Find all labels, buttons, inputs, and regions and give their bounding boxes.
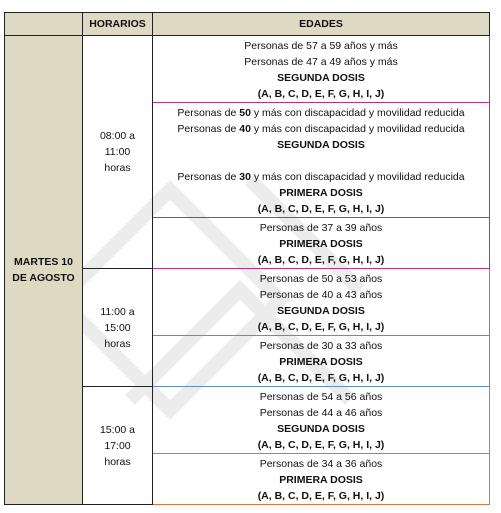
age-block [153, 387, 490, 454]
header-blank-cell [5, 13, 83, 36]
dose-label: PRIMERA DOSIS [279, 356, 363, 368]
age-line: Personas de 50 a 53 años [259, 273, 383, 285]
groups-label: (A, B, C, D, E, F, G, H, I, J) [257, 254, 385, 266]
age-line: Personas de 57 a 59 años y más [244, 40, 398, 52]
groups-label: (A, B, C, D, E, F, G, H, I, J) [257, 203, 385, 215]
age-block [153, 103, 490, 218]
age-line: Personas de 30 y más con discapacidad y movilidad reducida [177, 171, 465, 183]
time-3-line2: 17:00 [104, 439, 131, 452]
age-line: Personas de 44 a 46 años [259, 407, 383, 419]
header-edades: EDADES [153, 13, 490, 36]
time-cell-1 [83, 36, 153, 269]
time-3-line1: 15:00 a [99, 423, 136, 436]
time-2-line1: 11:00 a [100, 305, 135, 318]
day-cell [5, 36, 83, 505]
age-line: Personas de 40 a 43 años [259, 289, 383, 301]
age-block [153, 454, 490, 505]
time-1-line1: 08:00 a [99, 130, 136, 142]
dose-label: PRIMERA DOSIS [279, 474, 363, 486]
groups-label: (A, B, C, D, E, F, G, H, I, J) [257, 490, 385, 502]
groups-label: (A, B, C, D, E, F, G, H, I, J) [257, 321, 385, 333]
day-line2: DE AGOSTO [12, 272, 75, 284]
day-line1: MARTES 10 [14, 256, 73, 268]
age-line: Personas de 40 y más con discapacidad y movilidad reducida [177, 123, 465, 135]
age-block [153, 336, 490, 387]
age-line: Personas de 34 a 36 años [259, 458, 383, 470]
groups-label: (A, B, C, D, E, F, G, H, I, J) [257, 372, 385, 384]
dose-label: SEGUNDA DOSIS [277, 423, 365, 435]
age-line: Personas de 47 a 49 años y más [244, 56, 398, 68]
time-cell-3 [83, 387, 153, 505]
age-line: Personas de 37 a 39 años [259, 222, 383, 234]
age-line: Personas de 50 y más con discapacidad y movilidad reducida [177, 107, 465, 119]
header-horarios: HORARIOS [83, 13, 153, 36]
time-1-line3: horas [104, 162, 131, 174]
header-row [5, 13, 490, 36]
groups-label: (A, B, C, D, E, F, G, H, I, J) [257, 88, 385, 100]
age-line: Personas de 30 a 33 años [259, 340, 383, 352]
age-block [153, 36, 490, 103]
dose-label: SEGUNDA DOSIS [277, 305, 365, 317]
age-line: Personas de 54 a 56 años [259, 391, 383, 403]
time-2-line3: horas [104, 337, 131, 350]
vaccination-schedule-table [4, 12, 490, 505]
groups-label: (A, B, C, D, E, F, G, H, I, J) [257, 439, 385, 451]
dose-label: SEGUNDA DOSIS [277, 139, 365, 151]
dose-label: SEGUNDA DOSIS [277, 72, 365, 84]
dose-label: PRIMERA DOSIS [279, 238, 363, 250]
age-block [153, 218, 490, 269]
time-3-line3: horas [104, 455, 131, 468]
age-block [153, 269, 490, 336]
time-1-line2: 11:00 [104, 146, 131, 158]
time-cell-2 [83, 269, 153, 387]
dose-label: PRIMERA DOSIS [279, 187, 363, 199]
time-2-line2: 15:00 [104, 321, 131, 334]
